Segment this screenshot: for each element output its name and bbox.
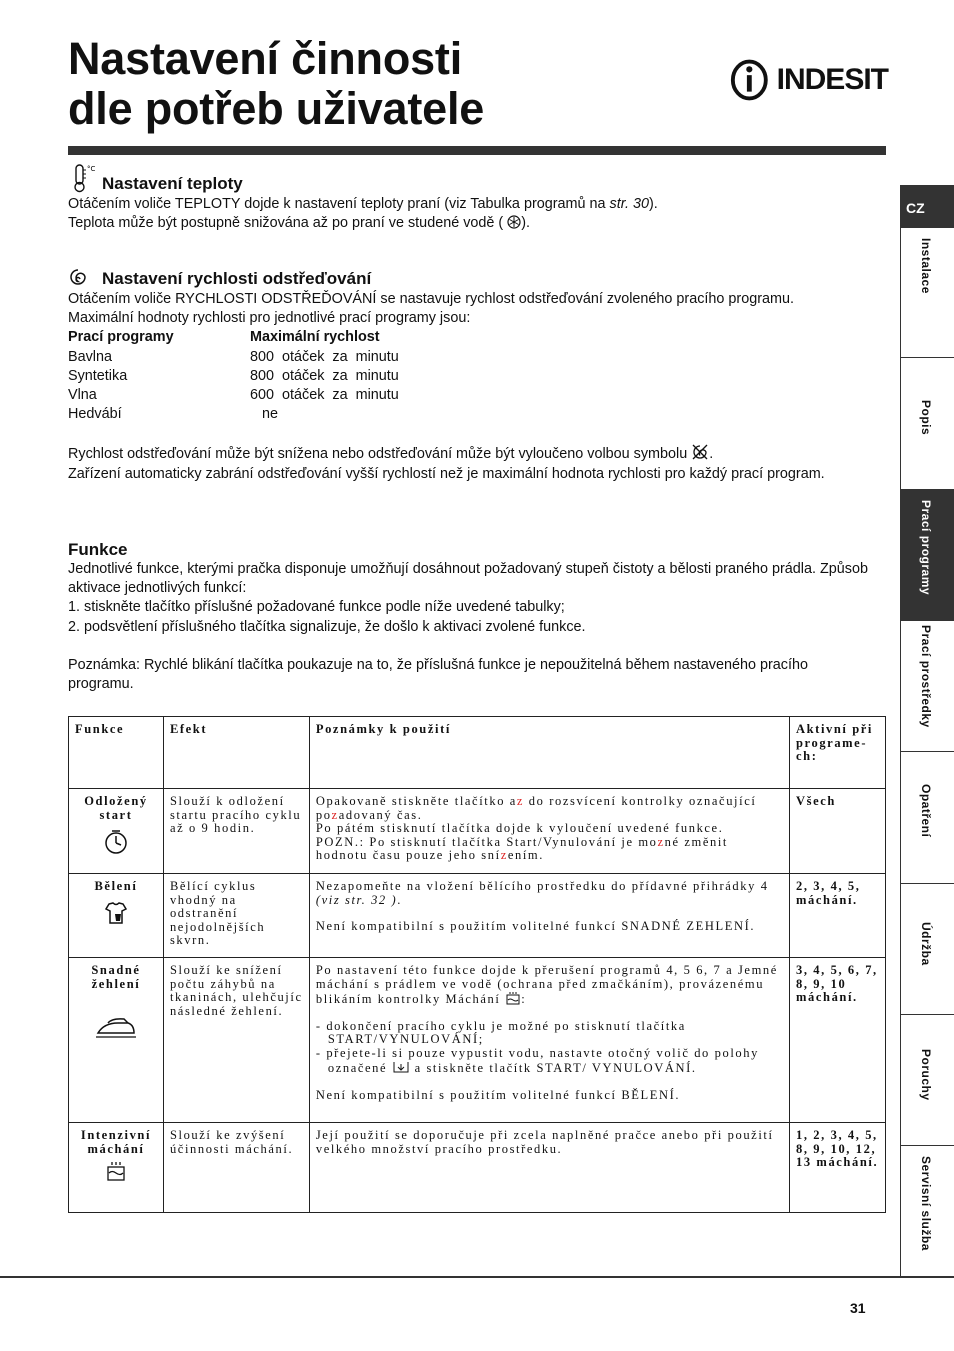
effect-cell: Slouží ke zvýšení účinnosti máchání. — [163, 1123, 309, 1213]
notes-cell: Po nastavení této funkce dojde k přerušení programů 4, 5 6, 7 a Jemné máchání s prádlem ve vodě (ochrana před zmačkáním), provázenému blikáním kontrolky Máchání : - dokončení pracího cyklu je možné po stisknutí tlačítka START/VYNULOVÁNÍ; - přejete-li si pouze vypustit vodu, nastavte otočný volič do polohy označené a stiskněte tlačítk START/ VYNULOVÁNÍ. Není kompatibilní s použitím volitelné funkcí BĚLENÍ. — [309, 958, 789, 1123]
title-line-2: dle potřeb uživatele — [68, 83, 485, 134]
notes-cell: Opakovaně stiskněte tlačítko az do rozsvícení kontrolky označující pozadovaný čas. Po pátém stisknutí tlačítka dojde k vyloučení uvedené funkce. POZN.: Po stisknutí tlačítka Start/Vynulování je mozné změnit hodnotu času pouze jeho snízením. — [309, 789, 789, 874]
temperature-heading: Nastavení teploty — [102, 174, 243, 193]
sidebar-tab-cz[interactable]: CZ — [901, 185, 954, 228]
header-rule — [68, 146, 886, 155]
func-cell: Snadné žehlení — [69, 958, 164, 1123]
sidebar-tab-servisni-sluzba[interactable]: Servisní služba — [919, 1156, 933, 1251]
no-spin-icon — [691, 443, 709, 461]
page-number: 31 — [850, 1300, 866, 1316]
indesit-logo — [728, 58, 888, 102]
notes-cell: Její použití se doporučuje při zcela naplněné pračce anebo při použití velkého množství pracího prostředku. — [309, 1123, 789, 1213]
sidebar-tab-popis[interactable]: Popis — [901, 358, 954, 490]
table-header-row — [69, 717, 886, 789]
logo-text: INDESIT — [776, 63, 888, 96]
header-poznamky: Poznámky k použití — [309, 717, 789, 789]
title-line-1: Nastavení činnosti — [68, 33, 463, 84]
programs-cell: 1, 2, 3, 4, 5, 8, 9, 10, 12, 13 máchání. — [790, 1123, 886, 1213]
spin-prog: Syntetika — [68, 367, 128, 384]
table-row — [69, 874, 886, 958]
spin-speed: 800 otáček za minutu — [250, 348, 399, 365]
delay-timer-icon — [101, 828, 131, 856]
page-title — [68, 34, 484, 134]
programs-cell: 3, 4, 5, 6, 7, 8, 9, 10 máchání. — [790, 958, 886, 1123]
temperature-text: Otáčením voliče TEPLOTY dojde k nastavení teploty praní (viz Tabulka programů na str. 30). Teplota může být postupně snižována až po praní ve studené vodě ( ). — [68, 196, 658, 232]
func-cell: Odložený start — [69, 789, 164, 874]
sidebar-tab-praci-prostredky[interactable]: Prací prostředky — [901, 621, 954, 752]
table-row — [69, 1123, 886, 1213]
effect-cell: Slouží k odložení startu pracího cyklu až o 9 hodin. — [163, 789, 309, 874]
func-cell: Bělení — [69, 874, 164, 958]
functions-heading: Funkce — [68, 540, 128, 559]
logo-i-icon — [728, 58, 771, 102]
spin-icon — [68, 267, 88, 292]
drain-icon — [392, 1060, 410, 1074]
intensive-rinse-icon — [105, 1160, 127, 1182]
spin-prog: Vlna — [68, 387, 97, 404]
functions-table — [68, 716, 886, 1213]
func-cell: Intenzivní máchání — [69, 1123, 164, 1213]
thermometer-icon — [70, 163, 98, 198]
header-efekt: Efekt — [163, 717, 309, 789]
functions-text: Jednotlivé funkce, kterými pračka disponuje umožňují dosáhnout požadovaný stupeň čistoty a bělosti praného prádla. Způsob aktivace jednotlivých funkcí: 1. stiskněte tlačítko příslušné požadované funkce podle níže uvedené tabulky; 2. podsvětlení příslušného tlačítka signalizuje, že došlo k aktivaci zvolené funkce. Poznámka: Rychlé blikání tlačítka poukazuje na to, že příslušná funkce je nepoužitelná během nastaveného pracího programu. — [68, 560, 868, 694]
sidebar-tab-opatreni[interactable]: Opatření — [901, 752, 954, 884]
sidebar-tab-instalace[interactable]: Instalace — [901, 228, 954, 358]
programs-cell: 2, 3, 4, 5, máchání. — [790, 874, 886, 958]
svg-text:°C: °C — [87, 165, 96, 173]
sidebar-tab-praci-programy[interactable]: Prací programy — [901, 490, 954, 621]
spin-prog: Hedvábí — [68, 406, 122, 423]
table-row — [69, 958, 886, 1123]
rinse-icon — [505, 991, 521, 1005]
spin-speed: 800 otáček za minutu — [250, 367, 399, 384]
effect-cell: Bělící cyklus vhodný na odstranění nejodolnějších skvrn. — [163, 874, 309, 958]
spin-speed: ne — [250, 406, 279, 423]
header-funkce: Funkce — [69, 717, 164, 789]
notes-cell: Nezapomeňte na vložení bělícího prostředku do přídavné přihrádky 4 (viz str. 32 ). Není kompatibilní s použitím volitelné funkcí SNADNÉ ZEHLENÍ. — [309, 874, 789, 958]
section-sidebar — [900, 185, 954, 1277]
header-aktivni: Aktivní při programe-ch: — [790, 717, 886, 789]
programs-cell: Všech — [790, 789, 886, 874]
spin-speed: 600 otáček za minutu — [250, 387, 399, 404]
functions-note: Poznámka: Rychlé blikání tlačítka poukazuje na to, že příslušná funkce je nepoužitelná během nastaveného pracího programu. — [68, 656, 808, 693]
footer-rule — [0, 1276, 954, 1278]
snowflake-icon — [507, 215, 521, 229]
iron-icon — [94, 1015, 138, 1041]
sidebar-tab-udrzba[interactable]: Údržba — [901, 884, 954, 1015]
bleach-shirt-icon — [103, 900, 129, 926]
spin-heading: Nastavení rychlosti odstřeďování — [102, 269, 372, 288]
spin-text: Otáčením voliče RYCHLOSTI ODSTŘEĎOVÁNÍ se nastavuje rychlost odstřeďování zvoleného pracího programu. Maximální hodnoty rychlosti pro jednotlivé prací programy jsou: Prací programy Maximální rychlost Bavlna 800 otáček za minutu Syntetika 800 otáček za minutu Vlna 600 otáček za minutu Hedvábí ne Rychlost odstřeďování může být snížena nebo odstřeďování může být vyloučeno volbou symbolu . Zařízení automaticky zabrání odstřeďování vyšší rychlostí než je maximální hodnota rychlosti pro každý prací program. — [68, 291, 825, 482]
effect-cell: Slouží ke snížení počtu záhybů na tkaninách, ulehčujíc následné žehlení. — [163, 958, 309, 1123]
spin-prog: Bavlna — [68, 348, 113, 365]
table-row — [69, 789, 886, 874]
sidebar-tab-poruchy[interactable]: Poruchy — [901, 1015, 954, 1146]
